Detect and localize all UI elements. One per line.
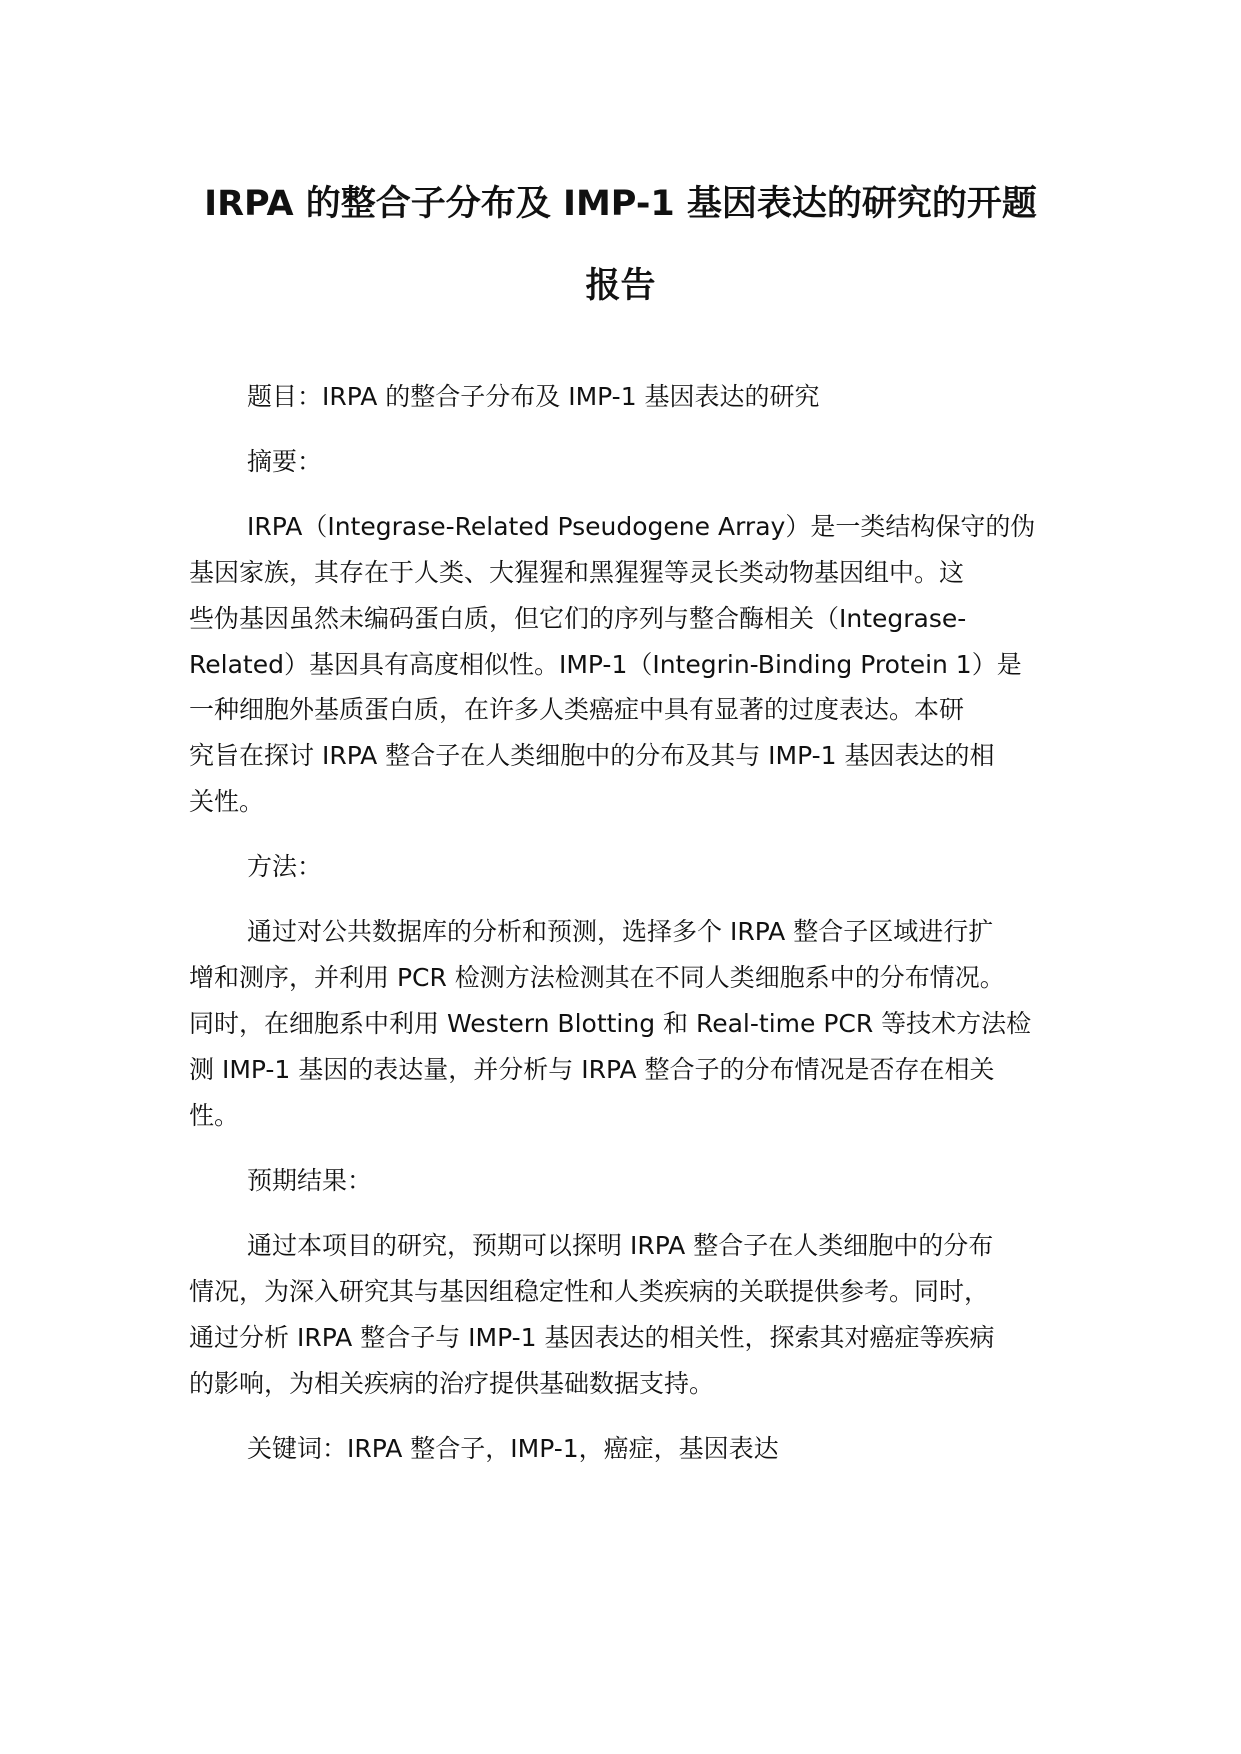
abstract-heading: 摘要： (247, 447, 323, 476)
results-text-line: 通过本项目的研究，预期可以探明 IRPA 整合子在人类细胞中的分布 (247, 1231, 994, 1260)
keywords-line: 关键词：IRPA 整合子，IMP-1，癌症，基因表达 (247, 1434, 779, 1463)
abstract-text-line: Related）基因具有高度相似性。IMP-1（Integrin-Binding Protein 1）是 (189, 650, 1022, 679)
methods-heading: 方法： (247, 852, 323, 881)
topic-line: 题目：IRPA 的整合子分布及 IMP-1 基因表达的研究 (247, 382, 820, 411)
abstract-text-line: 一种细胞外基质蛋白质，在许多人类癌症中具有显著的过度表达。本研 (189, 695, 965, 724)
results-text-line: 的影响，为相关疾病的治疗提供基础数据支持。 (189, 1369, 715, 1398)
abstract-text-line: 关性。 (189, 787, 265, 816)
results-heading: 预期结果： (247, 1166, 373, 1195)
methods-text-line: 性。 (189, 1101, 240, 1130)
results-text-line: 通过分析 IRPA 整合子与 IMP-1 基因表达的相关性，探索其对癌症等疾病 (189, 1323, 995, 1352)
methods-text-line: 测 IMP-1 基因的表达量，并分析与 IRPA 整合子的分布情况是否存在相关 (189, 1055, 995, 1084)
abstract-text-line: 些伪基因虽然未编码蛋白质，但它们的序列与整合酶相关（Integrase- (189, 604, 967, 633)
methods-text-line: 增和测序，并利用 PCR 检测方法检测其在不同人类细胞系中的分布情况。 (189, 963, 1005, 992)
methods-text-line: 同时，在细胞系中利用 Western Blotting 和 Real-time PCR 等技术方法检 (189, 1009, 1032, 1038)
document-title-line-2: 报告 (585, 266, 656, 306)
abstract-text-line: 基因家族，其存在于人类、大猩猩和黑猩猩等灵长类动物基因组中。这 (189, 558, 965, 587)
abstract-text-line: 究旨在探讨 IRPA 整合子在人类细胞中的分布及其与 IMP-1 基因表达的相 (189, 741, 995, 770)
results-text-line: 情况，为深入研究其与基因组稳定性和人类疾病的关联提供参考。同时， (189, 1277, 990, 1306)
document-title-line-1: IRPA 的整合子分布及 IMP-1 基因表达的研究的开题 (204, 184, 1037, 224)
methods-text-line: 通过对公共数据库的分析和预测，选择多个 IRPA 整合子区域进行扩 (247, 917, 994, 946)
abstract-text-line: IRPA（Integrase-Related Pseudogene Array）是一类结构保守的伪 (247, 512, 1036, 541)
